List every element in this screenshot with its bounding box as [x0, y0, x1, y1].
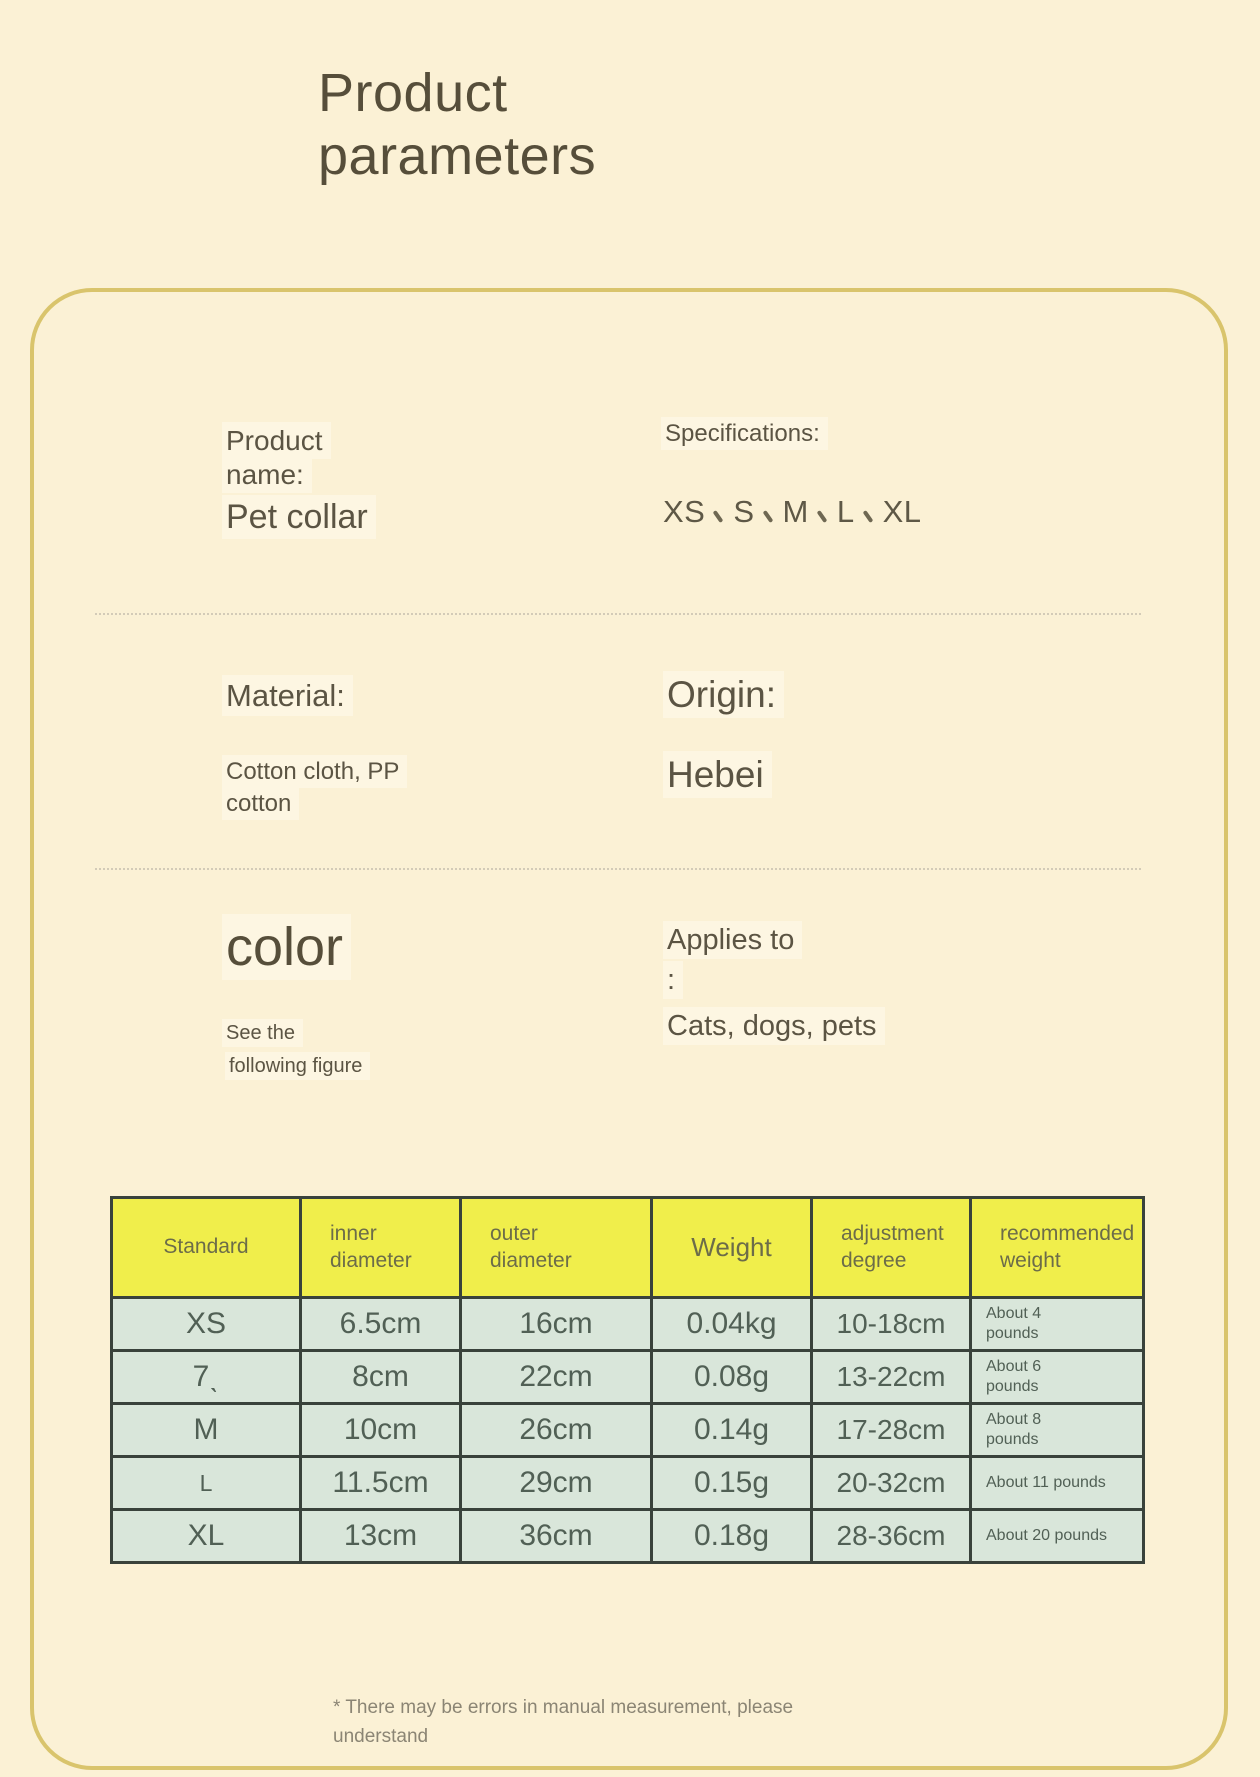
size-m: M: [782, 494, 809, 529]
cell-recommended-weight: About 11 pounds: [971, 1457, 1144, 1510]
ideographic-comma-icon: [762, 510, 773, 523]
dotted-divider: [95, 868, 1141, 870]
ideographic-comma-icon: [862, 510, 873, 523]
product-name-value: Pet collar: [222, 498, 376, 537]
col-header-outer-diameter: outer diameter: [461, 1198, 652, 1298]
size-table-grid: [110, 1196, 1145, 1564]
table-row: [112, 1457, 1144, 1510]
size-xl: XL: [882, 494, 922, 529]
cell-recommended-weight: About 8 pounds: [971, 1404, 1144, 1457]
cell-adjustment-degree: 28-36cm: [812, 1510, 971, 1563]
page-title-line1: Product: [318, 63, 508, 123]
applies-to-colon: :: [663, 964, 683, 997]
col-header-standard: Standard: [112, 1198, 301, 1298]
cell-inner-diameter: 10cm: [301, 1404, 461, 1457]
cell-adjustment-degree: 17-28cm: [812, 1404, 971, 1457]
cell-recommended-weight: About 6 pounds: [971, 1351, 1144, 1404]
cell-inner-diameter: 13cm: [301, 1510, 461, 1563]
cell-standard: L: [112, 1457, 301, 1510]
size-table: [110, 1196, 1145, 1564]
ideographic-comma-icon: [713, 510, 724, 523]
table-row: [112, 1404, 1144, 1457]
material-value: Cotton cloth, PP cotton: [222, 756, 427, 821]
table-row: [112, 1351, 1144, 1404]
specifications-value: [663, 494, 922, 530]
ideographic-comma-icon: [817, 510, 828, 523]
applies-to-label: Applies to: [663, 924, 802, 957]
cell-adjustment-degree: 20-32cm: [812, 1457, 971, 1510]
size-s: S: [733, 494, 755, 529]
cell-recommended-weight: About 20 pounds: [971, 1510, 1144, 1563]
cell-standard: XL: [112, 1510, 301, 1563]
size-l: L: [836, 494, 855, 529]
cell-weight: 0.15g: [652, 1457, 812, 1510]
cell-standard: XS: [112, 1298, 301, 1351]
cell-weight: 0.14g: [652, 1404, 812, 1457]
cell-weight: 0.18g: [652, 1510, 812, 1563]
col-header-inner-diameter: inner diameter: [301, 1198, 461, 1298]
col-header-recommended-weight: recommended weight: [971, 1198, 1144, 1298]
cell-standard: M: [112, 1404, 301, 1457]
cell-inner-diameter: 8cm: [301, 1351, 461, 1404]
material-label: Material:: [222, 678, 353, 714]
cell-outer-diameter: 26cm: [461, 1404, 652, 1457]
specifications-label: Specifications:: [661, 420, 828, 448]
col-header-weight: Weight: [652, 1198, 812, 1298]
cell-weight: 0.04kg: [652, 1298, 812, 1351]
cell-inner-diameter: 11.5cm: [301, 1457, 461, 1510]
color-note-line2: following figure: [225, 1055, 370, 1078]
measurement-disclaimer: * There may be errors in manual measurement, please understand: [333, 1697, 794, 1747]
cell-outer-diameter: 36cm: [461, 1510, 652, 1563]
cell-adjustment-degree: 13-22cm: [812, 1351, 971, 1404]
color-note-line1: See the: [222, 1022, 303, 1045]
cell-outer-diameter: 22cm: [461, 1351, 652, 1404]
cell-adjustment-degree: 10-18cm: [812, 1298, 971, 1351]
page-title-line2: parameters: [318, 126, 597, 187]
product-name-label: Product name:: [222, 424, 382, 491]
cell-outer-diameter: 16cm: [461, 1298, 652, 1351]
dotted-divider: [95, 613, 1141, 615]
cell-outer-diameter: 29cm: [461, 1457, 652, 1510]
page-title: [318, 62, 596, 188]
origin-value: Hebei: [663, 754, 772, 796]
table-row: [112, 1298, 1144, 1351]
size-xs: XS: [663, 494, 706, 529]
cell-standard: 7ˎ: [112, 1351, 301, 1404]
col-header-adjustment-degree: adjustment degree: [812, 1198, 971, 1298]
applies-to-value: Cats, dogs, pets: [663, 1010, 885, 1043]
table-row: [112, 1510, 1144, 1563]
color-label: color: [222, 916, 351, 978]
cell-recommended-weight: About 4 pounds: [971, 1298, 1144, 1351]
origin-label: Origin:: [663, 674, 784, 716]
table-header-row: [112, 1198, 1144, 1298]
cell-inner-diameter: 6.5cm: [301, 1298, 461, 1351]
cell-weight: 0.08g: [652, 1351, 812, 1404]
